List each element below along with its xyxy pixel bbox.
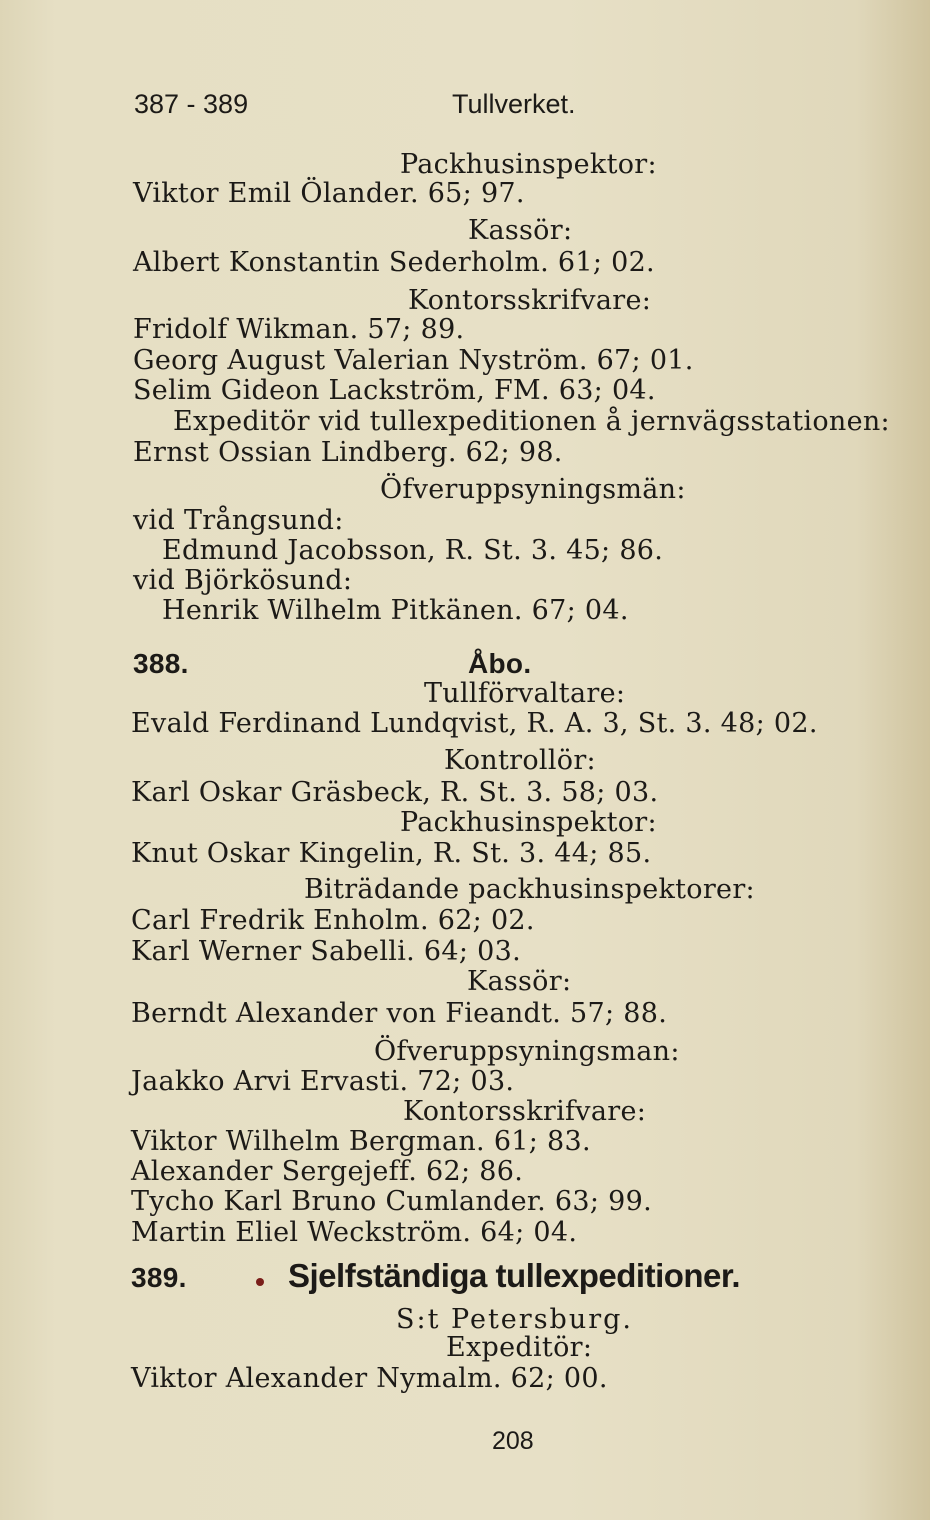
heading-expeditor: Expeditör: — [446, 1332, 593, 1363]
heading-kassor: Kassör: — [467, 966, 572, 997]
entry-line: Knut Oskar Kingelin, R. St. 3. 44; 85. — [131, 838, 652, 869]
subheading-location: vid Björkösund: — [133, 565, 353, 596]
entry-line: Georg August Valerian Nyström. 67; 01. — [133, 345, 694, 376]
entry-line: Martin Eliel Weckström. 64; 04. — [131, 1217, 578, 1248]
heading-kontrollor: Kontrollör: — [444, 745, 596, 776]
entry-line: Carl Fredrik Enholm. 62; 02. — [131, 905, 535, 936]
entry-line: Berndt Alexander von Fieandt. 57; 88. — [131, 998, 668, 1029]
page-number: 208 — [492, 1427, 534, 1455]
heading-ofveruppsyningsman: Öfveruppsyningsman: — [374, 1036, 680, 1067]
section-title-sjelfstandiga: Sjelfständiga tullexpeditioner. — [288, 1257, 741, 1294]
heading-kassor: Kassör: — [468, 215, 573, 246]
entry-line: Selim Gideon Lackström, FM. 63; 04. — [133, 375, 656, 406]
section-title-abo: Åbo. — [468, 648, 532, 679]
entry-line: Edmund Jacobsson, R. St. 3. 45; 86. — [162, 535, 664, 566]
entry-line: Viktor Alexander Nymalm. 62; 00. — [131, 1363, 608, 1394]
ink-dot — [256, 1278, 264, 1286]
heading-kontorsskrifvare: Kontorsskrifvare: — [403, 1096, 647, 1127]
running-title: Tullverket. — [452, 89, 576, 119]
entry-line: Albert Konstantin Sederholm. 61; 02. — [133, 247, 655, 278]
heading-expeditor: Expeditör vid tullexpeditionen å jernvägsstationen: — [173, 406, 890, 437]
heading-tullforvaltare: Tullförvaltare: — [424, 678, 626, 709]
entry-line: Jaakko Arvi Ervasti. 72; 03. — [131, 1066, 515, 1097]
heading-kontorsskrifvare: Kontorsskrifvare: — [408, 285, 652, 316]
heading-bitradande: Biträdande packhusinspektorer: — [304, 874, 755, 905]
entry-line: Karl Werner Sabelli. 64; 03. — [131, 936, 521, 967]
section-number-388: 388. — [133, 648, 189, 679]
place-heading: S:t Petersburg. — [396, 1304, 633, 1335]
entry-line: Viktor Wilhelm Bergman. 61; 83. — [131, 1126, 591, 1157]
heading-packhusinspektor: Packhusinspektor: — [400, 807, 657, 838]
entry-line: Karl Oskar Gräsbeck, R. St. 3. 58; 03. — [131, 777, 659, 808]
entry-line: Alexander Sergejeff. 62; 86. — [131, 1156, 524, 1187]
section-number-389: 389. — [131, 1262, 187, 1293]
entry-line: Evald Ferdinand Lundqvist, R. A. 3, St. 3. 48; 02. — [131, 708, 818, 739]
entry-line: Henrik Wilhelm Pitkänen. 67; 04. — [162, 595, 629, 626]
entry-line: Tycho Karl Bruno Cumlander. 63; 99. — [131, 1186, 652, 1217]
subheading-location: vid Trångsund: — [133, 505, 344, 536]
heading-ofveruppsyningsman: Öfveruppsyningsmän: — [380, 474, 686, 505]
heading-packhusinspektor: Packhusinspektor: — [400, 149, 657, 180]
entry-line: Ernst Ossian Lindberg. 62; 98. — [133, 437, 563, 468]
entry-line: Viktor Emil Ölander. 65; 97. — [133, 178, 525, 209]
page-range: 387 - 389 — [134, 89, 249, 119]
entry-line: Fridolf Wikman. 57; 89. — [133, 314, 465, 345]
